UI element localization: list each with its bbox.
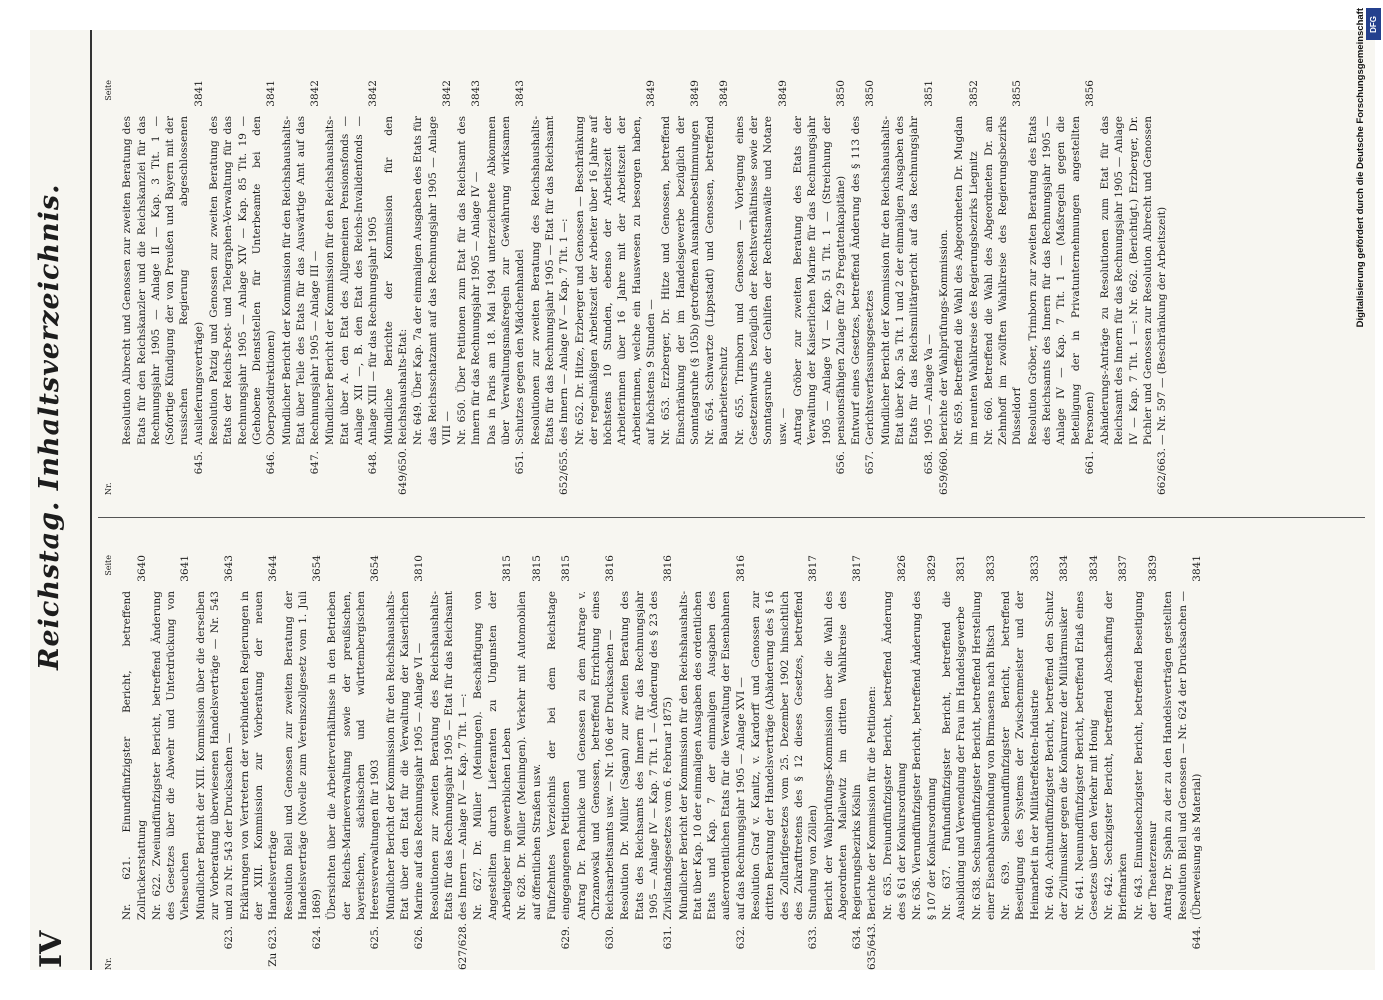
entry-page-number: 3644 xyxy=(267,555,280,582)
index-entry xyxy=(515,555,544,970)
entry-page-number: 3839 xyxy=(1147,555,1160,582)
index-entry xyxy=(1132,555,1161,970)
entry-page-number: 3829 xyxy=(925,555,938,582)
index-entry xyxy=(382,80,411,495)
index-entry xyxy=(471,555,514,970)
entry-number: 656. xyxy=(834,451,847,475)
index-entry xyxy=(1161,555,1204,970)
entry-number: 659/660. xyxy=(937,448,950,495)
index-entry xyxy=(618,555,675,970)
index-entry xyxy=(325,555,382,970)
entry-text: Nr. 643. Einundsechzigster Bericht, betreffend Beseitigung der Theaterzensur xyxy=(1132,591,1160,920)
index-entry xyxy=(194,555,237,970)
entry-page-number: 3641 xyxy=(179,555,192,582)
entry-text: Berichte der Wahlprüfungs-Kommission. xyxy=(937,229,950,445)
index-entry xyxy=(411,80,454,495)
right-column xyxy=(102,80,1171,495)
entry-page-number: 3849 xyxy=(644,80,657,107)
entry-text: Antrag Dr. Spahn zu der zu den Handelsverträgen gestellten Resolution Blell und Genossen — Nr. 624 der Drucksachen — (Überweisung als Material) xyxy=(1162,591,1203,920)
entry-number: 635/643. xyxy=(866,923,879,970)
entry-text: Das in Paris am 18. Mai 1904 unterzeichnete Abkommen über Verwaltungsmaßregeln zur Gewährung wirksamen Schutzes gegen den Mädchenhandel xyxy=(485,116,527,445)
dfg-logo: DFG xyxy=(1366,8,1381,40)
entry-number: 662/663. xyxy=(1156,448,1169,495)
entry-page-number: 3849 xyxy=(688,80,701,107)
entry-page-number: 3640 xyxy=(135,555,148,582)
entry-text: Resolution Dr. Müller (Sagan) zur zweiten Beratung des Etats des Reichsamts des Innern für das Rechnungsjahr 1905 — Anlage IV — Kap. 7 Tit. 1 — (Änderung des § 23 des Zivilstandsgesetzes vom 6. Februar 1875) xyxy=(619,591,675,920)
entry-text: Nr. 637. Fünfundfünfzigster Bericht, betreffend die Ausbildung und Verwendung der Frau im Handelsgewerbe xyxy=(940,591,968,920)
entry-page-number: 3850 xyxy=(834,80,847,107)
entry-text: Mündlicher Bericht der Kommission für den Reichshaushalts-Etat über A. den Etat des Allgemeinen Pensionsfonds — Anlage XII —, B. den Etat des Reichs-Invalidenfonds — Anlage XIII — für das Rechnungsjahr 1905 xyxy=(324,116,380,445)
entry-page-number: 3834 xyxy=(1087,555,1100,582)
entry-text: Mündliche Berichte der Kommission für den Reichshaushalts-Etat: xyxy=(382,116,409,445)
index-entry xyxy=(384,555,427,970)
entry-text: Nr. 638. Sechsundfünfzigster Bericht, betreffend Herstellung einer Eisenbahnverbindung von Birmasens nach Bitsch xyxy=(970,591,997,920)
entry-text: Resolution Blell und Genossen zur zweiten Beratung der Handelsverträge (Novelle zum Vereinszollgesetz vom 1. Juli 1869) xyxy=(282,591,324,920)
entry-page-number: 3856 xyxy=(1083,80,1096,107)
entry-number: 645. xyxy=(192,451,205,475)
header-rule xyxy=(90,30,92,970)
entry-page-number: 3826 xyxy=(896,555,909,582)
index-entry xyxy=(982,80,1025,495)
entry-number: 626. xyxy=(413,926,426,950)
entry-text: Nr. 628. Dr. Müller (Meiningen). Verkehr mit Automobilen auf öffentlichen Straßen usw. xyxy=(516,591,543,920)
entry-number: 661. xyxy=(1083,451,1096,475)
entry-page-number: 3654 xyxy=(311,555,324,582)
entry-text: Resolutionen zur zweiten Beratung des Reichshaushalts-Etats für das Rechnungsjahr 1905 — Etat für das Reichsamt des Innern — Anlage IV — Kap. 7 Tit. 1 —: xyxy=(428,591,470,920)
entry-text: Nr. 652. Dr. Hitze, Erzberger und Genossen — Beschränkung der regelmäßigen Arbeitszeit der Arbeiter über 16 Jahre auf höchstens 10 Stunden, ebenso der Arbeitszeit der Arbeiterinnen über 16 Jahre mit der Arbeitszeit der Arbeiterinnen, welche ein Hauswesen zu besorgen haben, auf höchstens 9 Stunden — xyxy=(573,116,657,445)
entry-page-number: 3810 xyxy=(413,555,426,582)
entry-number: 630. xyxy=(604,926,617,950)
nr-label: Nr. xyxy=(104,957,113,970)
entry-number: 658. xyxy=(922,451,935,475)
entry-text: Nr. 653. Erzberger, Dr. Hitze und Genossen, betreffend Einschränkung der im Handelsgewerbe bezüglich der Sonntagsruhe (§ 105b) getroffenen Ausnahmebestimmungen xyxy=(660,116,701,445)
entry-number: 629. xyxy=(560,926,573,950)
entry-text: Mündlicher Bericht der XIII. Kommission über die derselben zur Vorberatung überwiesenen Handelsverträge — Nr. 543 und zu Nr. 543 der Drucksachen — xyxy=(194,591,236,920)
entry-text: Nr. 640. Achtundfünfzigster Bericht, betreffend den Schutz der Zivilmusiker gegen die Konkurrenz der Militärmusiker xyxy=(1044,591,1071,920)
index-entry xyxy=(881,555,910,970)
seite-label: Seite xyxy=(104,80,113,101)
entry-page-number: 3855 xyxy=(1011,80,1024,107)
entry-number: 625. xyxy=(369,926,382,950)
entry-number: 631. xyxy=(662,926,675,950)
entry-page-number: 3837 xyxy=(1117,555,1130,582)
entry-number: Zu 623. xyxy=(267,926,280,967)
entry-text: Entwurf eines Gesetzes, betreffend Änderung des § 113 des Gerichtsverfassungsgesetzes xyxy=(850,116,877,445)
index-entry xyxy=(280,80,323,495)
entry-text: Nr. 621. Einundfünfzigster Bericht, betreffend Zollrückerstattung xyxy=(121,591,148,920)
entry-page-number: 3842 xyxy=(309,80,322,107)
entry-text: Mündlicher Bericht der Kommission für den Reichshaushalts-Etat über Teile des Etats für das Auswärtige Amt auf das Rechnungsjahr 1905 — Anlage III — xyxy=(280,116,322,445)
index-entry xyxy=(733,80,790,495)
index-entry xyxy=(282,555,325,970)
entry-text: Mündlicher Bericht der Kommission für den Reichshaushalts-Etat über Kap. 5a Tit. 1 und 2 der einmaligen Ausgaben des Etats für das Reichsmilitärgericht auf das Rechnungsjahr 1905 — Anlage Va — xyxy=(879,116,935,445)
entry-page-number: 3817 xyxy=(807,555,820,582)
entry-number: 632. xyxy=(734,926,747,950)
entry-page-number: 3816 xyxy=(604,555,617,582)
index-entry xyxy=(970,555,999,970)
right-column-head xyxy=(102,80,116,495)
entry-text: Nr. 659. Betreffend die Wahl des Abgeordneten Dr. Mugdan im neunten Wahlkreise des Regierungsbezirks Liegnitz xyxy=(953,116,980,445)
entry-text: Mündlicher Bericht der Kommission für den Reichshaushalts-Etat über Kap. 10 der einmaligen Ausgaben des ordentlichen Etats und Kap. 7 der einmaligen Ausgaben des außerordentlichen Etats für die Verwaltung der Eisenbahnen auf das Rechnungsjahr 1905 — Anlage XVI — xyxy=(677,591,747,920)
index-entry xyxy=(1026,80,1097,495)
page-number: IV xyxy=(34,930,69,968)
left-entry-list xyxy=(120,555,1204,970)
rotated-index-page xyxy=(30,30,1375,970)
left-column-head xyxy=(102,555,116,970)
entry-page-number: 3831 xyxy=(955,555,968,582)
seite-label: Seite xyxy=(104,555,113,576)
index-entry xyxy=(455,80,484,495)
entry-text: Nr. 627. Dr. Müller (Meiningen). Beschäftigung von Angestellten durch Lieferanten zu Ungunsten der Arbeitgeber im gewerblichen Leben xyxy=(472,591,514,920)
entry-page-number: 3643 xyxy=(223,555,236,582)
index-entry xyxy=(1073,555,1102,970)
entry-page-number: 3849 xyxy=(718,80,731,107)
entry-number: 623. xyxy=(223,926,236,950)
entry-page-number: 3816 xyxy=(734,555,747,582)
entry-page-number: 3815 xyxy=(530,555,543,582)
index-entry xyxy=(940,555,969,970)
entry-text: Resolution Patzig und Genossen zur zweiten Beratung des Etats der Reichs-Post- und Telegraphen-Verwaltung für das Rechnungsjahr 1905 — Anlage XIV — Kap. 85 Tit. 19 — (Gehobene Dienststellen für Unterbeamte bei den Oberpostdirektionen) xyxy=(208,116,278,445)
entry-page-number: 3841 xyxy=(1190,555,1203,582)
index-entry xyxy=(575,555,618,970)
entry-text: Nr. 635. Dreiundfünfzigster Bericht, betreffend Änderung des § 61 der Konkursordnung xyxy=(881,591,909,920)
entry-text: Nr. 639. Siebenundfünfzigster Bericht, betreffend Beseitigung des Systems der Zwischenmeister und der Heimarbeit in der Militäreffekten-Industrie xyxy=(1000,591,1041,920)
index-entry xyxy=(999,555,1042,970)
entry-text: Fünfzehntes Verzeichnis der bei dem Reichstage eingegangenen Petitionen xyxy=(545,591,573,920)
entry-page-number: 3841 xyxy=(192,80,205,107)
entry-text: Mündlicher Bericht der Kommission für den Reichshaushalts-Etat über den Etat für die Verwaltung der Kaiserlichen Marine auf das Rechnungsjahr 1905 — Anlage VI — xyxy=(384,591,426,920)
entry-text: Nr. 660. Betreffend die Wahl des Abgeordneten Dr. am Zehnhoff im zwölften Wahlkreise des Regierungsbezirks Düsseldorf xyxy=(982,116,1024,445)
index-entry xyxy=(822,555,865,970)
right-entry-list xyxy=(120,80,1169,495)
index-entry xyxy=(703,80,732,495)
index-entry xyxy=(238,555,281,970)
entry-page-number: 3817 xyxy=(851,555,864,582)
entry-text: Bericht der Wahlprüfungs-Kommission über die Wahl des Abgeordneten Mallewitz im dritten Wahlkreise des Regierungsbezirks Köslin xyxy=(822,591,864,920)
entry-page-number: 3833 xyxy=(984,555,997,582)
entry-page-number: 3849 xyxy=(776,80,789,107)
entry-text: Nr. 650. Über Petitionen zum Etat für das Reichsamt des Innern für das Rechnungsjahr 1905 — Anlage IV — xyxy=(456,116,483,445)
entry-page-number: 3852 xyxy=(967,80,980,107)
entry-number: 647. xyxy=(309,451,322,475)
entry-text: Nr. 622. Zweiundfünfzigster Bericht, betreffend Änderung des Gesetzes über die Abwehr und Unterdrückung von Viehseuchen xyxy=(150,591,192,920)
entry-page-number: 3843 xyxy=(514,80,527,107)
entry-number: 633. xyxy=(807,926,820,950)
entry-number: 646. xyxy=(265,451,278,475)
index-entry xyxy=(910,555,939,970)
index-entry xyxy=(677,555,748,970)
left-column xyxy=(102,555,1205,970)
entry-page-number: 3842 xyxy=(440,80,453,107)
entry-number: 627/628. xyxy=(457,923,470,970)
page-title: Reichstag. Inhaltsverzeichnis. xyxy=(34,183,65,670)
entry-page-number: 3841 xyxy=(265,80,278,107)
index-entry xyxy=(849,80,878,495)
index-entry xyxy=(791,80,848,495)
column-separator xyxy=(98,517,1365,518)
index-entry xyxy=(1102,555,1131,970)
entry-page-number: 3833 xyxy=(1028,555,1041,582)
entry-page-number: 3843 xyxy=(470,80,483,107)
entry-text: Erklärungen von Vertretern der verbündeten Regierungen in der XIII. Kommission zur Vorberatung der neuen Handelsverträge xyxy=(238,591,280,920)
index-entry xyxy=(749,555,820,970)
entry-page-number: 3850 xyxy=(864,80,877,107)
index-entry xyxy=(529,80,572,495)
digitization-credit: Digitalisierung gefördert durch die Deutsche Forschungsgemeinschaft xyxy=(1355,8,1366,328)
index-entry xyxy=(428,555,471,970)
entry-text: Nr. 636. Vierundfünfzigster Bericht, betreffend Änderung des § 107 der Konkursordnung xyxy=(911,591,938,920)
index-entry xyxy=(573,80,659,495)
index-entry xyxy=(485,80,528,495)
index-entry xyxy=(150,555,193,970)
entry-page-number: 3815 xyxy=(501,555,514,582)
entry-number: 644. xyxy=(1190,926,1203,950)
entry-page-number: 3851 xyxy=(922,80,935,107)
entry-page-number: 3842 xyxy=(367,80,380,107)
index-entry xyxy=(659,80,702,495)
entry-text: Nr. 641. Neunundfünfzigster Bericht, betreffend Erlaß eines Gesetzes über den Verkehr mit Honig xyxy=(1073,591,1100,920)
index-entry xyxy=(937,80,951,495)
entry-text: Resolution Gröber, Trimborn zur zweiten Beratung des Etats des Reichsamts des Innern für das Rechnungsjahr 1905 — Anlage IV — Kap. 7 Tit. 1 — (Maßregeln gegen die Beteiligung der in Privatunternehmungen angestellten Personen) xyxy=(1026,116,1096,445)
index-entry xyxy=(1098,80,1169,495)
entry-number: 651. xyxy=(514,451,527,475)
index-entry xyxy=(545,555,574,970)
entry-text: Antrag Gröber zur zweiten Beratung des Etats der Verwaltung der Kaiserlichen Marine für das Rechnungsjahr 1905 — Anlage VI — Kap. 51 Tit. 1 — (Streichung der pensionsfähigen Zulage für 29 Fregattenkapitäne) xyxy=(791,116,847,445)
entry-text: Nr. 642. Sechzigster Bericht, betreffend Abschaffung der Briefmarken xyxy=(1103,591,1130,920)
entry-text: Resolution Albrecht und Genossen zur zweiten Beratung des Etats für den Reichskanzler und die Reichskanzlei für das Rechnungsjahr 1905 — Anlage II — Kap. 3 Tit. 1 — (Sofortige Kündigung der von Preußen und Bayern mit der russischen Regierung abgeschlossenen Auslieferungsverträge) xyxy=(121,116,205,445)
entry-number: 648. xyxy=(367,451,380,475)
entry-text: Resolution Graf v. Kanitz, v. Kardorff und Genossen zur dritten Beratung der Handelsverträge (Abänderung des § 16 des Zolltarifgesetzes vom 25. Dezember 1902 hinsichtlich des Zukrafttretens des § 12 dieses Gesetzes, betreffend Stundung von Zöllen) xyxy=(750,591,820,920)
index-entry xyxy=(120,80,206,495)
index-entry xyxy=(952,80,981,495)
entry-text: Übersichten über die Arbeiterverhältnisse in den Betrieben der Reichs-Marineverwaltung sowie der preußischen, bayerischen, sächsischen und württembergischen Heeresverwaltungen für 1903 xyxy=(326,591,382,920)
entry-number: 649/650. xyxy=(396,448,409,495)
entry-page-number: 3816 xyxy=(662,555,675,582)
entry-number: 634. xyxy=(851,926,864,950)
entry-text: Nr. 655. Trimborn und Genossen — Vorlegung eines Gesetzentwurfs bezüglich der Rechtsverhältnisse sowie der Sonntagsruhe der Gehilfen der Rechtsanwälte und Notare usw. — xyxy=(733,116,789,445)
entry-text: Berichte der Kommission für die Petitionen: xyxy=(866,686,879,920)
entry-number: 657. xyxy=(864,451,877,475)
entry-text: Abänderungs-Anträge zu Resolutionen zum Etat für das Reichsamt des Innern für das Rechnungsjahr 1905 — Anlage IV — Kap. 7 Tit. 1 —: Nr. 662. (Berichtigt.) Erzberger, Dr. Pichler und Genossen zur Resolution Albrecht und Genossen — Nr. 597 — (Beschränkung der Arbeitszeit) xyxy=(1099,116,1169,445)
entry-number: 652/655. xyxy=(558,448,571,495)
entry-text: Antrag Dr. Pachnicke und Genossen zu dem Antrage v. Chrzanowski und Genossen, betreffend Errichtung eines Reichsarbeitsamts usw. — Nr. 106 der Drucksachen — xyxy=(575,591,617,920)
entry-text: Nr. 654. Schwartze (Lippstadt) und Genossen, betreffend Bauarbeiterschutz xyxy=(704,116,731,445)
index-entry xyxy=(323,80,380,495)
entry-page-number: 3834 xyxy=(1058,555,1071,582)
index-entry xyxy=(865,555,879,970)
index-entry xyxy=(1043,555,1072,970)
entry-page-number: 3815 xyxy=(560,555,573,582)
index-entry xyxy=(207,80,278,495)
nr-label: Nr. xyxy=(104,482,113,495)
index-entry xyxy=(879,80,936,495)
entry-page-number: 3654 xyxy=(369,555,382,582)
entry-text: Nr. 649. Über Kap. 7a der einmaligen Ausgaben des Etats für das Reichsschatzamt auf das Rechnungsjahr 1905 — Anlage VIII — xyxy=(412,116,453,445)
index-entry xyxy=(120,555,149,970)
entry-text: Resolutionen zur zweiten Beratung des Reichshaushalts-Etats für das Rechnungsjahr 1905 — Etat für das Reichsamt des Innern — Anlage IV — Kap. 7 Tit. 1 —: xyxy=(529,116,571,445)
entry-number: 624. xyxy=(311,926,324,950)
